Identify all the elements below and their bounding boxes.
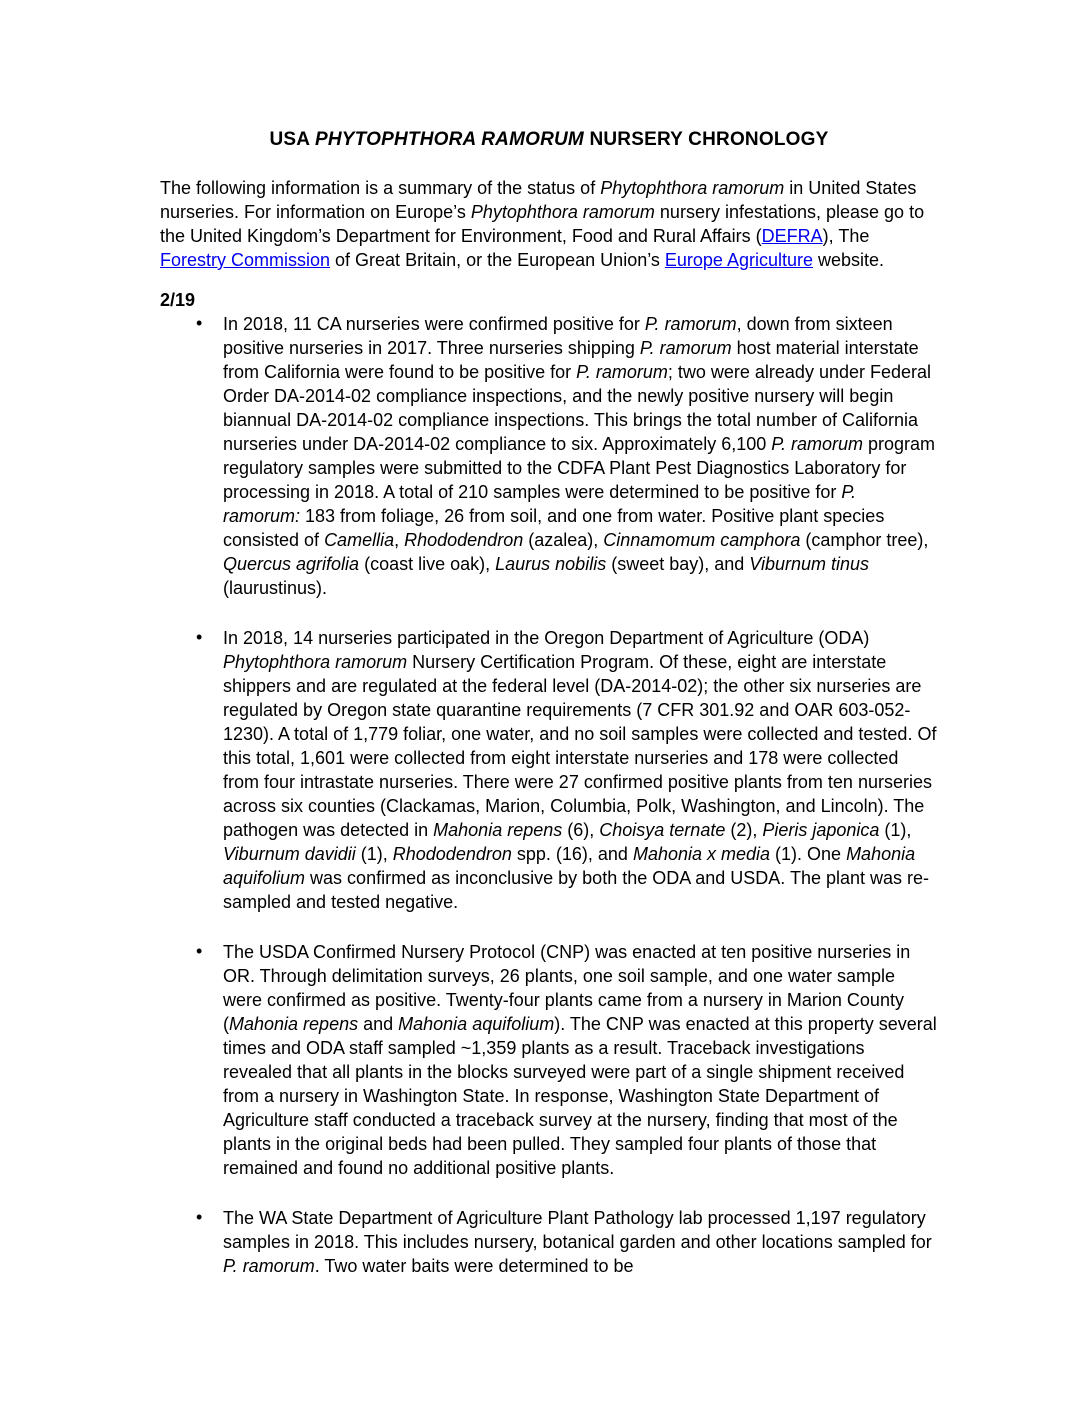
bullet-icon: • [196,313,203,333]
bullet-list [160,312,938,1278]
bullet-text: In 2018, 14 nurseries participated in the Oregon Department of Agriculture (ODA) Phytophthora ramorum Nursery Certification Program. Of these, eight are interstate shippers and are regulated at the federal level (DA-2014-02); the other six nurseries are regulated by Oregon state quarantine requirements (7 CFR 301.92 and OAR 603-052-1230). A total of 1,779 foliar, one water, and no soil samples were collected and tested. Of this total, 1,601 were collected from eight interstate nurseries and 178 were collected from four intrastate nurseries. There were 27 confirmed positive plants from ten nurseries across six counties (Clackamas, Marion, Columbia, Polk, Washington, and Lincoln). The pathogen was detected in Mahonia repens (6), Choisya ternate (2), Pieris japonica (1), Viburnum davidii (1), Rhododendron spp. (16), and Mahonia x media (1). One Mahonia aquifolium was confirmed as inconclusive by both the ODA and USDA. The plant was re-sampled and tested negative. [223,628,937,912]
bullet-text: The WA State Department of Agriculture Plant Pathology lab processed 1,197 regulatory samples in 2018. This includes nursery, botanical garden and other locations sampled for P. ramorum. Two water baits were determined to be [223,1208,932,1276]
intro-paragraph: The following information is a summary of the status of Phytophthora ramorum in United States nurseries. For information on Europe’s Phytophthora ramorum nursery infestations, please go to the United Kingdom’s Department for Environment, Food and Rural Affairs (DEFRA), The Forestry Commission of Great Britain, or the European Union’s Europe Agriculture website. [160,178,925,270]
bullet-icon: • [196,1207,203,1227]
forestry-commission-link[interactable]: Forestry Commission [160,250,331,270]
bullet-text: The USDA Confirmed Nursery Protocol (CNP) was enacted at ten positive nurseries in OR. Through delimitation surveys, 26 plants, one soil sample, and one water sample were confirmed as positive. Twenty-four plants came from a nursery in Marion County (Mahonia repens and Mahonia aquifolium). The CNP was enacted at this property several times and ODA staff sampled ~1,359 plants as a result. Traceback investigations revealed that all plants in the blocks surveyed were part of a single shipment received from a nursery in Washington State. In response, Washington State Department of Agriculture staff conducted a traceback survey at the nursery, finding that most of the plants in the original beds had been pulled. They sampled four plants of those that remained and found no additional positive plants. [223,942,937,1178]
defra-link[interactable]: DEFRA [761,226,823,246]
europe-agriculture-link[interactable]: Europe Agriculture [664,250,813,270]
bullet-icon: • [196,941,203,961]
bullet-item-california-2018 [160,312,938,600]
document-title: USA PHYTOPHTHORA RAMORUM NURSERY CHRONOLOGY [269,129,829,150]
bullet-text: In 2018, 11 CA nurseries were confirmed positive for P. ramorum, down from sixteen positive nurseries in 2017. Three nurseries shipping P. ramorum host material interstate from California were found to be positive for P. ramorum; two were already under Federal Order DA-2014-02 compliance inspections, and the newly positive nursery will begin biannual DA-2014-02 compliance inspections. This brings the total number of California nurseries under DA-2014-02 compliance to six. Approximately 6,100 P. ramorum program regulatory samples were submitted to the CDFA Plant Pest Diagnostics Laboratory for processing in 2018. A total of 210 samples were determined to be positive for P. ramorum: 183 from foliage, 26 from soil, and one from water. Positive plant species consisted of Camellia, Rhododendron (azalea), Cinnamomum camphora (camphor tree), Quercus agrifolia (coast live oak), Laurus nobilis (sweet bay), and Viburnum tinus (laurustinus). [223,314,936,598]
bullet-item-usda-cnp [160,940,938,1180]
section-date-heading: 2/19 [160,290,196,310]
bullet-item-wa-pathology-lab [160,1206,938,1278]
bullet-icon: • [196,627,203,647]
bullet-item-oregon-certification [160,626,938,914]
